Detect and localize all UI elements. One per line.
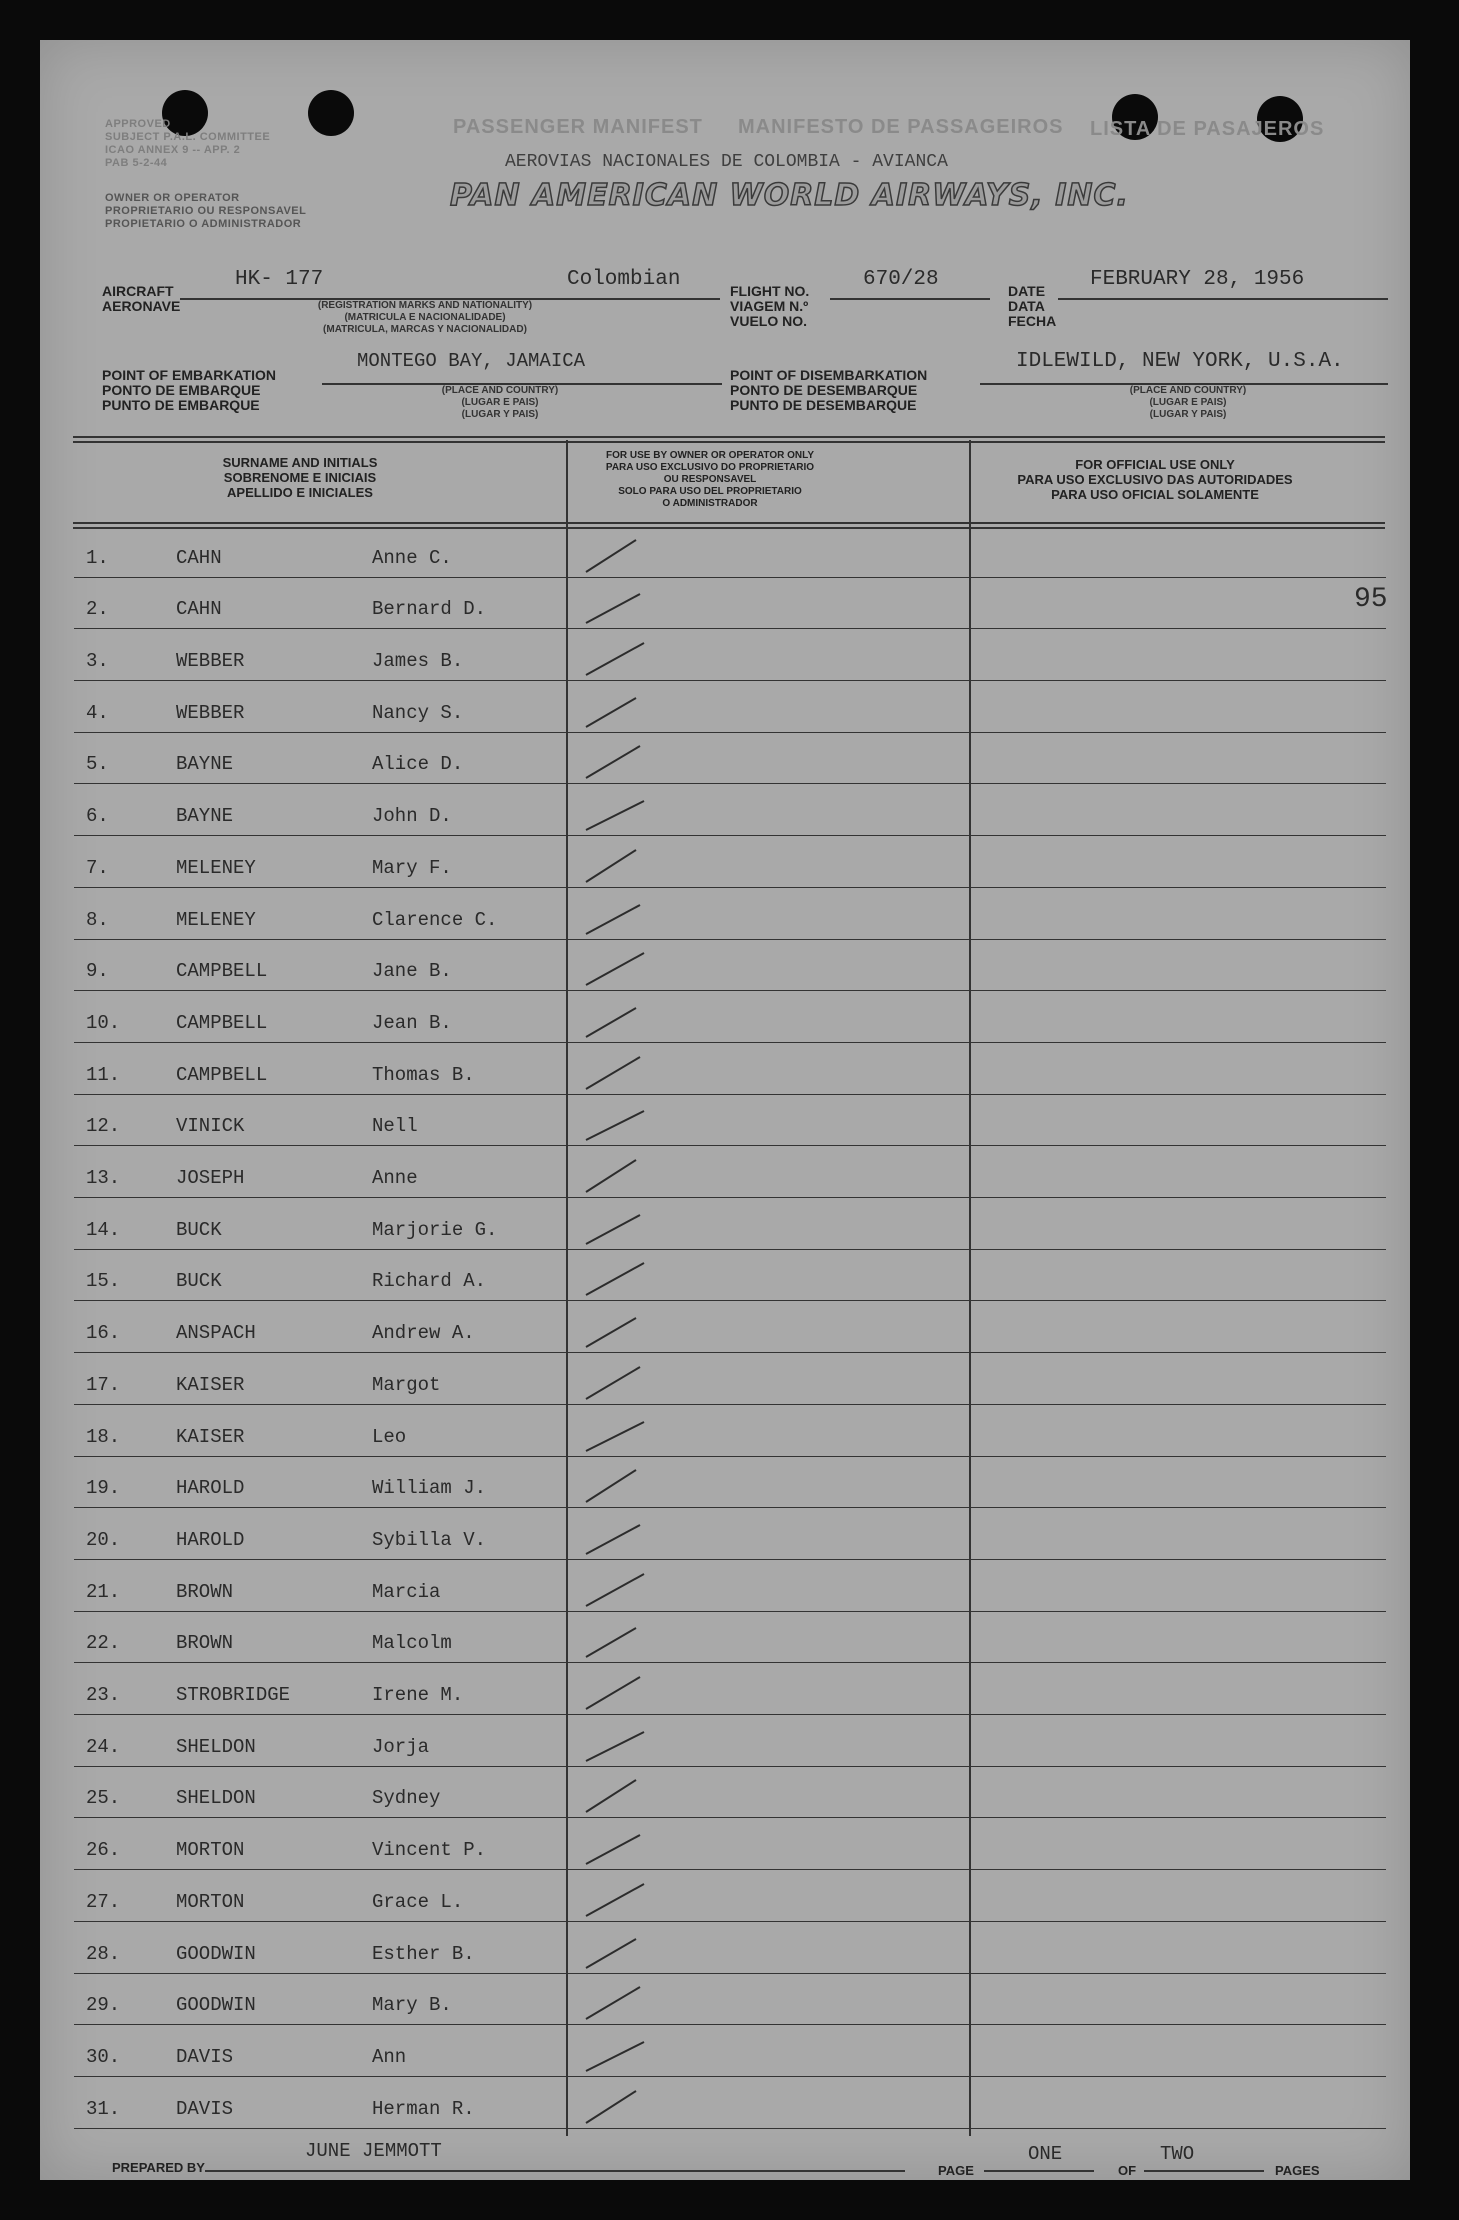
check-mark-icon	[584, 1003, 654, 1039]
passenger-surname: SHELDON	[176, 1787, 256, 1810]
embarkation-place: MONTEGO BAY, JAMAICA	[357, 350, 586, 372]
check-mark-icon	[584, 1882, 654, 1918]
check-mark-icon	[584, 589, 654, 625]
check-mark-icon	[584, 1778, 654, 1814]
approval-block: APPROVED SUBJECT P.A.L. COMMITTEE ICAO ANNEX 9 -- APP. 2 PAB 5-2-44	[105, 118, 271, 169]
column-header-official: FOR OFFICIAL USE ONLY PARA USO EXCLUSIVO DAS AUTORIDADES PARA USO OFICIAL SOLAMENTE	[1017, 457, 1293, 502]
passenger-given-name: Mary F.	[372, 856, 452, 879]
title-en: PASSENGER MANIFEST	[453, 116, 703, 138]
passenger-given-name: Jane B.	[372, 960, 452, 983]
table-row	[74, 1767, 1386, 1819]
table-row	[74, 1146, 1386, 1198]
embark-place-caption: (PLACE AND COUNTRY) (LUGAR E PAIS) (LUGAR Y PAIS)	[441, 385, 559, 420]
table-row	[74, 578, 1386, 630]
passenger-given-name: Thomas B.	[372, 1063, 475, 1086]
row-number: 4.	[86, 701, 109, 724]
row-number: 11.	[86, 1063, 121, 1086]
passenger-given-name: Malcolm	[372, 1632, 452, 1655]
passenger-surname: CAHN	[176, 546, 222, 569]
table-row	[74, 733, 1386, 785]
check-mark-icon	[584, 744, 654, 780]
aircraft-label: AIRCRAFT AERONAVE	[102, 283, 181, 314]
date-underline	[1058, 298, 1388, 300]
row-number: 1.	[86, 546, 109, 569]
row-number: 23.	[86, 1684, 121, 1707]
passenger-surname: WEBBER	[176, 650, 245, 673]
check-mark-icon	[584, 641, 654, 677]
row-number: 27.	[86, 1890, 121, 1913]
row-number: 26.	[86, 1839, 121, 1862]
table-row	[74, 1250, 1386, 1302]
date-label: DATE DATA FECHA	[1008, 283, 1057, 329]
check-mark-icon	[584, 1106, 654, 1142]
check-mark-icon	[584, 900, 654, 936]
check-mark-icon	[584, 1468, 654, 1504]
passenger-given-name: Richard A.	[372, 1270, 487, 1293]
passenger-surname: ANSPACH	[176, 1322, 256, 1345]
passenger-surname: DAVIS	[176, 2097, 234, 2120]
passenger-given-name: Anne	[372, 1167, 418, 1190]
passenger-surname: KAISER	[176, 1425, 245, 1448]
check-mark-icon	[584, 1520, 654, 1556]
passenger-given-name: Nancy S.	[372, 701, 464, 724]
passenger-given-name: Andrew A.	[372, 1322, 475, 1345]
row-number: 28.	[86, 1942, 121, 1965]
row-number: 18.	[86, 1425, 121, 1448]
table-row	[74, 1353, 1386, 1405]
table-row	[74, 888, 1386, 940]
table-row	[74, 1663, 1386, 1715]
passenger-surname: JOSEPH	[176, 1167, 245, 1190]
embarkation-label: POINT OF EMBARKATION PONTO DE EMBARQUE PUNTO DE EMBARQUE	[102, 367, 276, 413]
passenger-given-name: Ann	[372, 2045, 407, 2068]
passenger-surname: CAMPBELL	[176, 1011, 268, 1034]
passenger-given-name: William J.	[372, 1477, 487, 1500]
passenger-surname: MELENEY	[176, 856, 256, 879]
passenger-given-name: Alice D.	[372, 753, 464, 776]
passenger-given-name: Irene M.	[372, 1684, 464, 1707]
owner-operator-label: OWNER OR OPERATOR PROPRIETARIO OU RESPONSAVEL PROPIETARIO O ADMINISTRADOR	[105, 192, 307, 230]
passenger-given-name: John D.	[372, 805, 452, 828]
table-row	[74, 681, 1386, 733]
total-underline	[1144, 2170, 1264, 2172]
of-label: OF	[1118, 2163, 1137, 2178]
table-row	[74, 629, 1386, 681]
check-mark-icon	[584, 1158, 654, 1194]
passenger-surname: BUCK	[176, 1270, 222, 1293]
table-row	[74, 940, 1386, 992]
passenger-surname: HAROLD	[176, 1528, 245, 1551]
table-row	[74, 526, 1386, 578]
check-mark-icon	[584, 1675, 654, 1711]
passenger-surname: BROWN	[176, 1632, 234, 1655]
check-mark-icon	[584, 1623, 654, 1659]
passenger-surname: GOODWIN	[176, 1942, 256, 1965]
row-number: 13.	[86, 1167, 121, 1190]
passenger-given-name: Sydney	[372, 1787, 441, 1810]
table-row	[74, 1870, 1386, 1922]
passenger-surname: DAVIS	[176, 2045, 234, 2068]
table-row	[74, 1715, 1386, 1767]
row-number: 31.	[86, 2097, 121, 2120]
check-mark-icon	[584, 848, 654, 884]
table-row	[74, 2077, 1386, 2129]
check-mark-icon	[584, 1417, 654, 1453]
passenger-given-name: Marcia	[372, 1580, 441, 1603]
passenger-surname: BAYNE	[176, 753, 234, 776]
aircraft-registration: HK- 177	[235, 268, 324, 291]
passenger-given-name: Sybilla V.	[372, 1528, 487, 1551]
row-number: 15.	[86, 1270, 121, 1293]
page-underline	[984, 2170, 1094, 2172]
passenger-given-name: Margot	[372, 1373, 441, 1396]
pages-label: PAGES	[1275, 2163, 1320, 2178]
table-row	[74, 1302, 1386, 1354]
passenger-given-name: Anne C.	[372, 546, 452, 569]
disembark-place-caption: (PLACE AND COUNTRY) (LUGAR E PAIS) (LUGAR Y PAIS)	[1129, 385, 1247, 420]
check-mark-icon	[584, 2037, 654, 2073]
manifest-sheet	[40, 40, 1410, 2180]
passenger-surname: BUCK	[176, 1218, 222, 1241]
registration-caption: (REGISTRATION MARKS AND NATIONALITY) (MATRICULA E NACIONALIDADE) (MATRICULA, MARCAS Y NACIONALIDAD)	[317, 300, 533, 335]
passenger-surname: MELENEY	[176, 908, 256, 931]
passenger-given-name: Jorja	[372, 1735, 430, 1758]
row-number: 29.	[86, 1994, 121, 2017]
row-number: 6.	[86, 805, 109, 828]
passenger-surname: BAYNE	[176, 805, 234, 828]
passenger-surname: SHELDON	[176, 1735, 256, 1758]
row-number: 21.	[86, 1580, 121, 1603]
table-row	[74, 1612, 1386, 1664]
operator-stamp: PAN AMERICAN WORLD AIRWAYS, INC.	[450, 178, 1129, 213]
page-label: PAGE	[938, 2163, 974, 2178]
passenger-surname: VINICK	[176, 1115, 245, 1138]
table-row	[74, 1560, 1386, 1612]
row-number: 14.	[86, 1218, 121, 1241]
disembarkation-label: POINT OF DISEMBARKATION PONTO DE DESEMBARQUE PUNTO DE DESEMBARQUE	[730, 367, 928, 413]
row-number: 8.	[86, 908, 109, 931]
prepared-by-underline	[205, 2170, 905, 2172]
row-rule	[74, 2128, 1386, 2129]
table-row	[74, 1922, 1386, 1974]
passenger-surname: CAMPBELL	[176, 960, 268, 983]
prepared-by-label: PREPARED BY	[112, 2160, 205, 2175]
column-header-surname: SURNAME AND INITIALS SOBRENOME E INICIAIS APELLIDO E INICIALES	[222, 455, 378, 500]
check-mark-icon	[584, 1985, 654, 2021]
check-mark-icon	[584, 1055, 654, 1091]
table-row	[74, 991, 1386, 1043]
row-number: 7.	[86, 856, 109, 879]
row-number: 12.	[86, 1115, 121, 1138]
passenger-surname: MORTON	[176, 1839, 245, 1862]
passenger-given-name: Esther B.	[372, 1942, 475, 1965]
table-row	[74, 1043, 1386, 1095]
flight-label: FLIGHT NO. VIAGEM N.º VUELO NO.	[730, 283, 810, 329]
flight-number: 670/28	[863, 268, 939, 291]
passenger-given-name: Mary B.	[372, 1994, 452, 2017]
row-number: 5.	[86, 753, 109, 776]
row-number: 16.	[86, 1322, 121, 1345]
passenger-given-name: Bernard D.	[372, 598, 487, 621]
table-row	[74, 1457, 1386, 1509]
check-mark-icon	[584, 1572, 654, 1608]
title-es: LISTA DE PASAJEROS	[1090, 118, 1325, 140]
check-mark-icon	[584, 538, 654, 574]
column-header-owner-use: FOR USE BY OWNER OR OPERATOR ONLY PARA USO EXCLUSIVO DO PROPRIETARIO OU RESPONSAVEL SOLO PARA USO DEL PROPRIETARIO O ADMINISTRADOR	[605, 450, 815, 509]
table-row	[74, 1508, 1386, 1560]
prepared-by-name: JUNE JEMMOTT	[305, 2140, 442, 2162]
passenger-surname: STROBRIDGE	[176, 1684, 291, 1707]
passenger-surname: KAISER	[176, 1373, 245, 1396]
table-row	[74, 2025, 1386, 2077]
check-mark-icon	[584, 1210, 654, 1246]
passenger-surname: BROWN	[176, 1580, 234, 1603]
total-pages: TWO	[1160, 2143, 1195, 2165]
passenger-given-name: Jean B.	[372, 1011, 452, 1034]
check-mark-icon	[584, 1727, 654, 1763]
row-number: 24.	[86, 1735, 121, 1758]
table-row	[74, 1405, 1386, 1457]
check-mark-icon	[584, 693, 654, 729]
passenger-given-name: Marjorie G.	[372, 1218, 498, 1241]
table-top-rule	[73, 436, 1385, 443]
passenger-surname: HAROLD	[176, 1477, 245, 1500]
check-mark-icon	[584, 1830, 654, 1866]
table-row	[74, 1198, 1386, 1250]
passenger-surname: MORTON	[176, 1890, 245, 1913]
table-row	[74, 1095, 1386, 1147]
row-number: 17.	[86, 1373, 121, 1396]
row-number: 20.	[86, 1528, 121, 1551]
check-mark-icon	[584, 951, 654, 987]
passenger-given-name: Grace L.	[372, 1890, 464, 1913]
row-number: 19.	[86, 1477, 121, 1500]
passenger-given-name: Herman R.	[372, 2097, 475, 2120]
row-number: 3.	[86, 650, 109, 673]
flight-date: FEBRUARY 28, 1956	[1090, 268, 1305, 291]
row-number: 25.	[86, 1787, 121, 1810]
flight-underline	[830, 298, 990, 300]
check-mark-icon	[584, 1934, 654, 1970]
operator-typed: AEROVIAS NACIONALES DE COLOMBIA - AVIANCA	[505, 152, 948, 172]
passenger-surname: WEBBER	[176, 701, 245, 724]
punch-hole	[308, 90, 354, 136]
table-row	[74, 1974, 1386, 2026]
check-mark-icon	[584, 796, 654, 832]
passenger-given-name: Leo	[372, 1425, 407, 1448]
row-number: 2.	[86, 598, 109, 621]
official-note: 95	[1354, 584, 1388, 616]
row-number: 22.	[86, 1632, 121, 1655]
row-number: 9.	[86, 960, 109, 983]
title-pt: MANIFESTO DE PASSAGEIROS	[738, 116, 1064, 138]
page-number: ONE	[1028, 2143, 1063, 2165]
table-row	[74, 836, 1386, 888]
check-mark-icon	[584, 2089, 654, 2125]
passenger-given-name: Nell	[372, 1115, 418, 1138]
row-number: 30.	[86, 2045, 121, 2068]
check-mark-icon	[584, 1261, 654, 1297]
table-row	[74, 1819, 1386, 1871]
passenger-given-name: James B.	[372, 650, 464, 673]
check-mark-icon	[584, 1365, 654, 1401]
passenger-surname: CAHN	[176, 598, 222, 621]
check-mark-icon	[584, 1313, 654, 1349]
passenger-surname: CAMPBELL	[176, 1063, 268, 1086]
passenger-given-name: Clarence C.	[372, 908, 498, 931]
passenger-given-name: Vincent P.	[372, 1839, 487, 1862]
disembarkation-place: IDLEWILD, NEW YORK, U.S.A.	[1016, 350, 1344, 373]
passenger-surname: GOODWIN	[176, 1994, 256, 2017]
row-number: 10.	[86, 1011, 121, 1034]
aircraft-nationality: Colombian	[567, 268, 681, 291]
table-row	[74, 785, 1386, 837]
